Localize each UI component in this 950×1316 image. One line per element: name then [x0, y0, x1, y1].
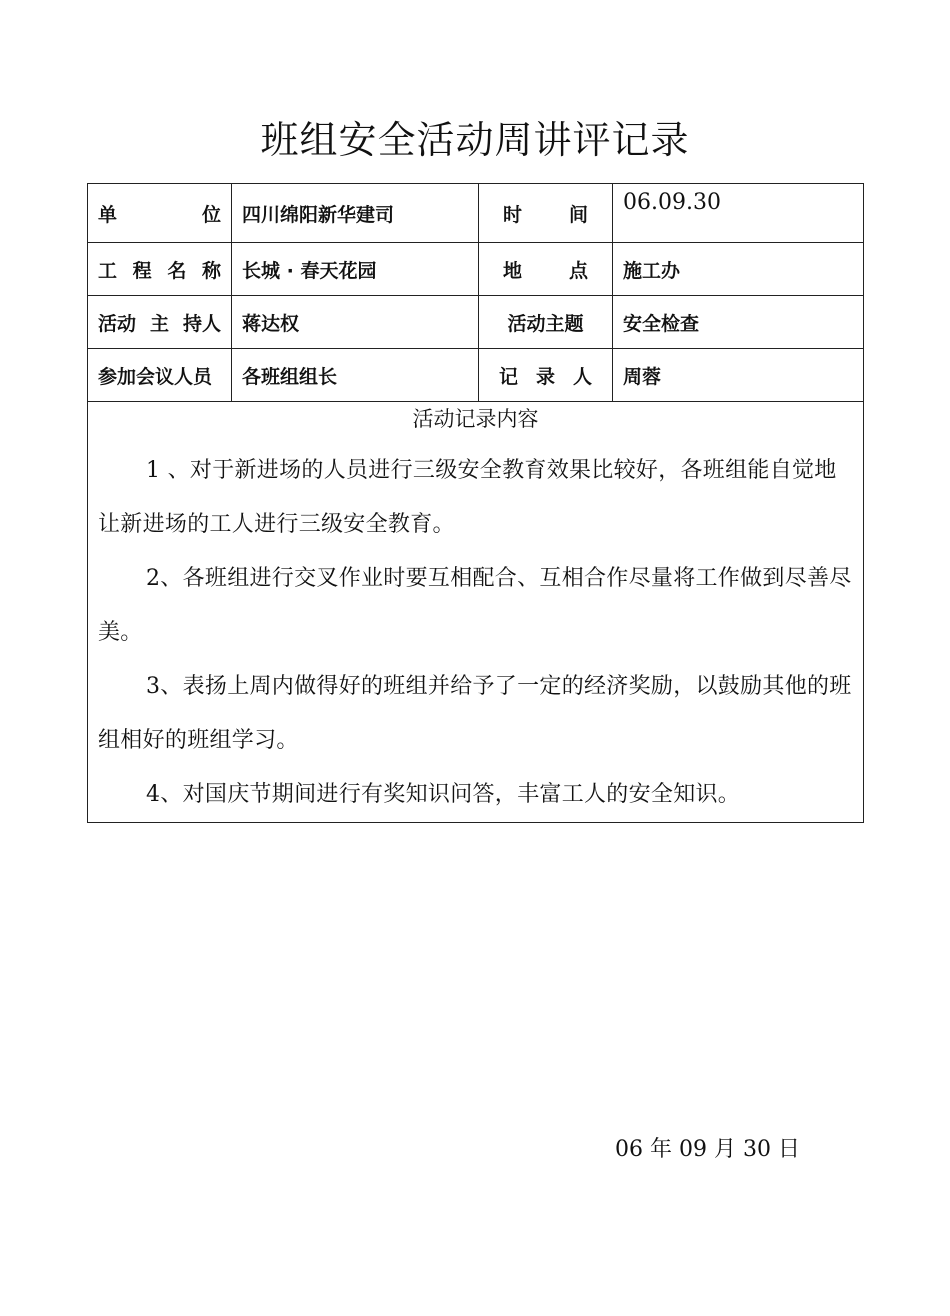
- value-recorder: 周蓉: [613, 349, 864, 402]
- row-content: [88, 402, 864, 823]
- content-paragraph-2: 2、各班组进行交叉作业时要互相配合、互相合作尽量将工作做到尽善尽美。: [98, 566, 852, 645]
- label-host: 活动 主 持人: [88, 296, 232, 349]
- content-cell: [88, 402, 864, 823]
- content-paragraph-3: 3、表扬上周内做得好的班组并给予了一定的经济奖励，以鼓励其他的班组相好的班组学习。: [98, 674, 852, 753]
- label-recorder: 记 录 人: [479, 349, 613, 402]
- value-host: 蒋达权: [232, 296, 479, 349]
- label-unit: 单 位: [88, 184, 232, 243]
- label-time: 时 间: [479, 184, 613, 243]
- footer-date: 06 年 09 月 30 日: [615, 1137, 800, 1162]
- value-time: 06.09.30: [613, 184, 864, 243]
- record-table: [87, 183, 864, 823]
- row-host: [88, 296, 864, 349]
- row-attendees: [88, 349, 864, 402]
- value-unit: 四川绵阳新华建司: [232, 184, 479, 243]
- row-project: [88, 243, 864, 296]
- value-project-name: 长城 · 春天花园: [232, 243, 479, 296]
- value-location: 施工办: [613, 243, 864, 296]
- label-theme: 活动主题: [479, 296, 613, 349]
- value-theme: 安全检查: [613, 296, 864, 349]
- label-attendees: 参加会议人员: [88, 349, 232, 402]
- content-heading: 活动记录内容: [412, 407, 539, 431]
- document-title: 班组安全活动周讲评记录: [260, 118, 690, 162]
- label-location: 地 点: [479, 243, 613, 296]
- content-paragraph-4: 4、对国庆节期间进行有奖知识问答，丰富工人的安全知识。: [146, 782, 741, 807]
- label-project-name: 工 程 名 称: [88, 243, 232, 296]
- value-attendees: 各班组组长: [232, 349, 479, 402]
- content-paragraph-1: 1 、对于新进场的人员进行三级安全教育效果比较好，各班组能自觉地让新进场的工人进行三级安全教育。: [98, 458, 837, 537]
- row-unit: [88, 184, 864, 243]
